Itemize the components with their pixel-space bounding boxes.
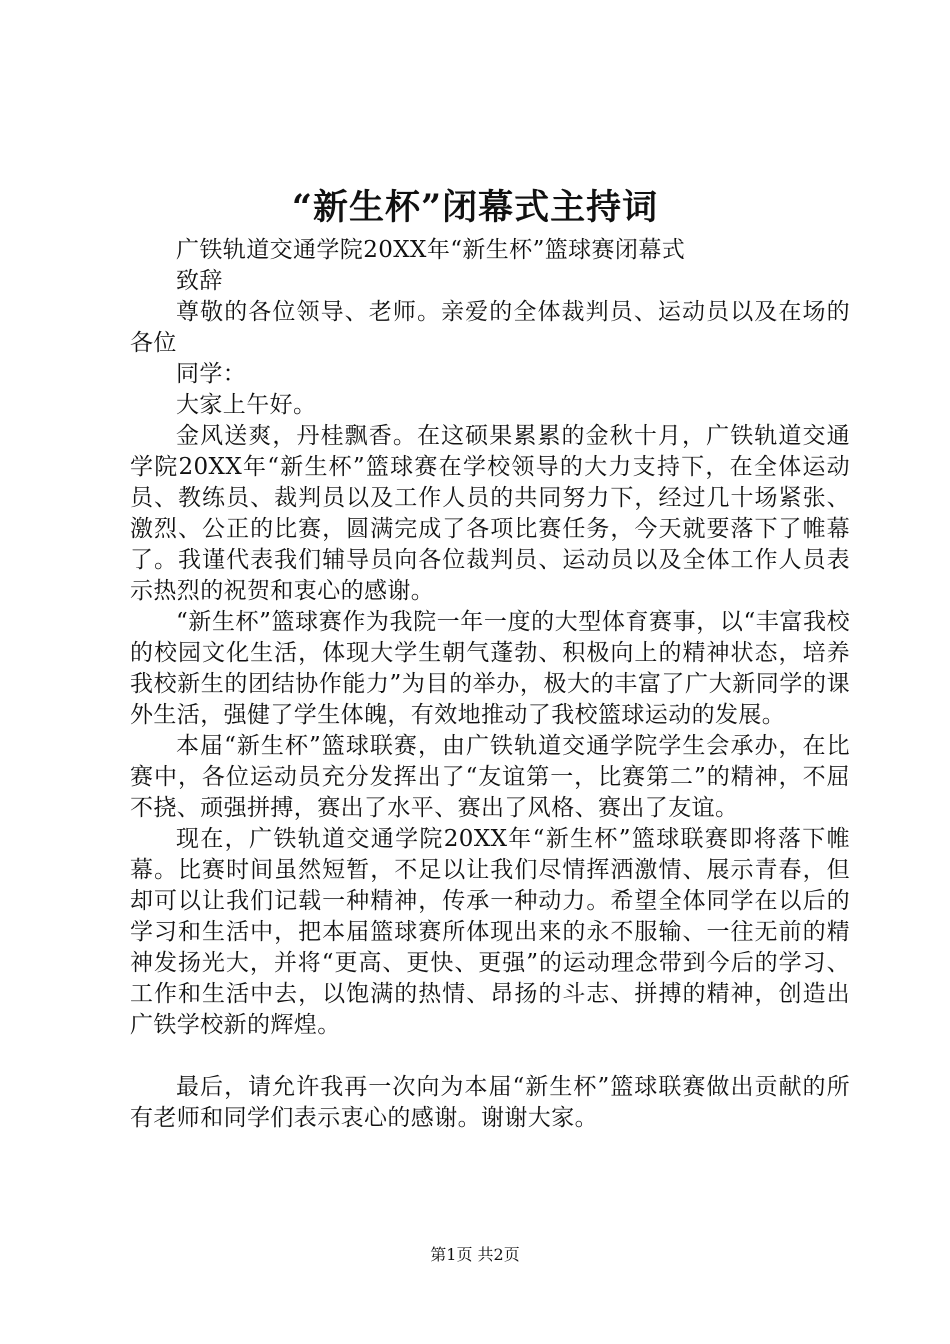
page-number: 第1页 共2页 <box>430 1245 520 1264</box>
subtitle-line: 广铁轨道交通学院20XX年“新生杯”篮球赛闭幕式 <box>176 237 686 263</box>
salutation: 尊敬的各位领导、老师。亲爱的全体裁判员、运动员以及在场的各位 <box>130 299 850 356</box>
paragraph-closing: 现在，广铁轨道交通学院20XX年“新生杯”篮球联赛即将落下帷幕。比赛时间虽然短暂，不足以让我们尽情挥洒激情、展示青春，但却可以让我们记载一种精神，传承一种动力。希望全体同学在以后的学习和生活中，把本届篮球赛所体现出来的永不服输、一往无前的精神发扬光大，并将“更高、更快、更强”的运动理念带到今后的学习、工作和生活中去，以饱满的热情、昂扬的斗志、拼搏的精神，创造出广铁学校新的辉煌。 <box>130 826 850 1038</box>
subtitle-line-continued: 致辞 <box>176 268 223 294</box>
greeting: 大家上午好。 <box>176 392 317 418</box>
document-title: “新生杯”闭幕式主持词 <box>291 187 659 228</box>
document-body <box>130 235 850 1134</box>
paragraph-opening: 金风送爽，丹桂飘香。在这硕果累累的金秋十月，广铁轨道交通学院20XX年“新生杯”篮球赛在学校领导的大力支持下，在全体运动员、教练员、裁判员以及工作人员的共同努力下，经过几十场紧张、激烈、公正的比赛，圆满完成了各项比赛任务，今天就要落下了帷幕了。我谨代表我们辅导员向各位裁判员、运动员以及全体工作人员表示热烈的祝贺和衷心的感谢。 <box>130 423 850 604</box>
paragraph-purpose: “新生杯”篮球赛作为我院一年一度的大型体育赛事，以“丰富我校的校园文化生活，体现大学生朝气蓬勃、积极向上的精神状态，培养我校新生的团结协作能力”为目的举办，极大的丰富了广大新同学的课外生活，强健了学生体魄，有效地推动了我校篮球运动的发展。 <box>130 609 850 728</box>
paragraph-thanks: 最后，请允许我再一次向为本届“新生杯”篮球联赛做出贡献的所有老师和同学们表示衷心的感谢。谢谢大家。 <box>130 1074 850 1131</box>
salutation-continued: 同学： <box>176 361 247 387</box>
paragraph-organizer: 本届“新生杯”篮球联赛，由广铁轨道交通学院学生会承办，在比赛中，各位运动员充分发挥出了“友谊第一，比赛第二”的精神，不屈不挠、顽强拼搏，赛出了水平、赛出了风格、赛出了友谊。 <box>130 733 850 821</box>
